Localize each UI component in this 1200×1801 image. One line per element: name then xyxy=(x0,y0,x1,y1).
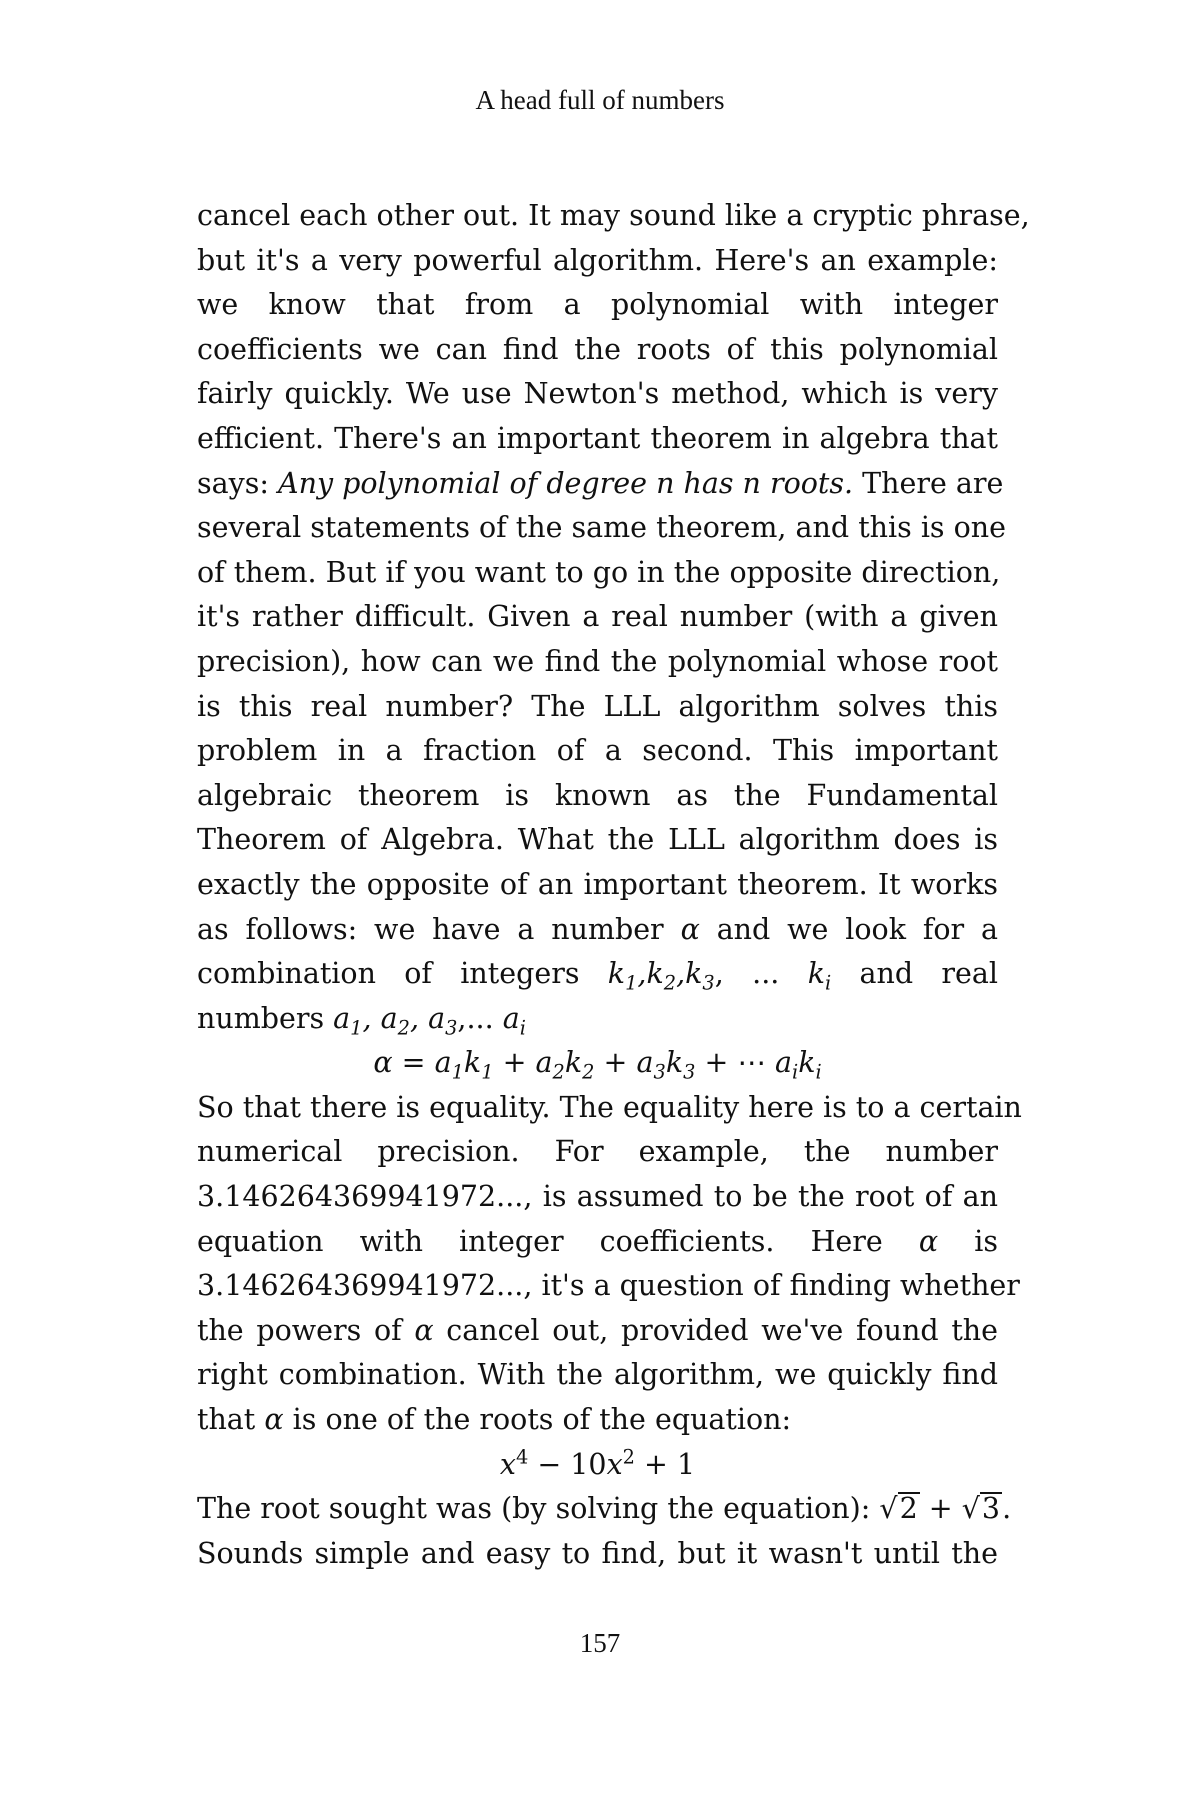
root-expression: √2 + √3. xyxy=(879,1492,1012,1526)
alpha-symbol: α xyxy=(680,912,700,946)
text-segment: says: xyxy=(197,466,269,500)
text-segment: the powers of xyxy=(197,1313,402,1347)
text-line: exactly the opposite of an important theorem. It works xyxy=(197,867,998,901)
text-line: we know that from a polynomial with integer xyxy=(197,288,998,322)
text-line xyxy=(197,462,1004,507)
text-line xyxy=(197,1220,998,1265)
text-segment: The root sought was (by solving the equation): xyxy=(197,1492,871,1526)
polynomial-equation xyxy=(197,1443,998,1488)
text-line: algebraic theorem is known as the Fundamental xyxy=(197,778,998,812)
text-line xyxy=(197,1309,998,1354)
body-text xyxy=(197,194,1030,1576)
theorem-statement: Any polynomial of degree n has n roots. xyxy=(278,466,854,500)
text-segment: and we look for a xyxy=(716,912,999,946)
text-line xyxy=(197,952,998,997)
text-line: Theorem of Algebra. What the LLL algorithm does is xyxy=(197,823,998,857)
text-segment: equation with integer coefficients. Here xyxy=(197,1224,883,1258)
text-line xyxy=(197,908,998,953)
integer-list: $k_1,k_2,k_3$, ... $k_i$ xyxy=(607,957,832,995)
alpha-symbol: α xyxy=(264,1403,284,1437)
text-line xyxy=(197,1487,1012,1532)
text-segment: that xyxy=(197,1403,256,1437)
page-number: 157 xyxy=(579,1628,621,1658)
text-segment: is one of the roots of the equation: xyxy=(292,1403,792,1437)
text-line: numerical precision. For example, the number xyxy=(197,1135,998,1169)
equation-alpha xyxy=(197,1041,998,1086)
equation-body: $\alpha = a_1k_1 + a_2k_2 + a_3k_3$ + ⋯ $a_ik_i$ xyxy=(373,1046,822,1084)
text-line: it's rather difficult. Given a real number (with a given xyxy=(197,600,998,634)
polynomial-body: $x^4 - 10x^2 + 1$ xyxy=(499,1445,696,1481)
text-line xyxy=(197,997,998,1042)
text-segment: is xyxy=(974,1224,998,1258)
text-line: fairly quickly. We use Newton's method, which is very xyxy=(197,377,998,411)
text-line: of them. But if you want to go in the opposite direction, xyxy=(197,555,1001,589)
text-line: precision), how can we find the polynomial whose root xyxy=(197,644,998,678)
text-segment: numbers xyxy=(197,1001,325,1035)
real-number-list: $a_1$, $a_2$, $a_3$,... $a_i$ xyxy=(333,1001,526,1040)
text-line: several statements of the same theorem, and this is one xyxy=(197,511,1006,545)
text-segment: combination of integers xyxy=(197,957,580,991)
text-line: 3.146264369941972..., it's a question of finding whether xyxy=(197,1269,1020,1303)
text-line: problem in a fraction of a second. This important xyxy=(197,734,998,768)
alpha-symbol: α xyxy=(918,1224,939,1258)
text-line: Sounds simple and easy to find, but it wasn't until the xyxy=(197,1536,998,1570)
alpha-symbol: α xyxy=(414,1313,434,1347)
text-line: 3.146264369941972..., is assumed to be the root of an xyxy=(197,1180,998,1214)
text-line xyxy=(197,1398,998,1443)
text-line: right combination. With the algorithm, we quickly find xyxy=(197,1358,998,1392)
text-segment: There are xyxy=(862,466,1004,500)
text-line: So that there is equality. The equality here is to a certain xyxy=(197,1090,1022,1124)
text-segment: and real xyxy=(859,957,999,991)
text-line: is this real number? The LLL algorithm solves this xyxy=(197,689,998,723)
text-line: coefficients we can find the roots of this polynomial xyxy=(197,332,998,366)
text-segment: cancel out, provided we've found the xyxy=(446,1313,998,1347)
text-line: but it's a very powerful algorithm. Here's an example: xyxy=(197,243,998,277)
text-line: cancel each other out. It may sound like a cryptic phrase, xyxy=(197,199,1030,232)
text-segment: as follows: we have a number xyxy=(197,912,664,946)
text-line: efficient. There's an important theorem in algebra that xyxy=(197,421,998,455)
running-header: A head full of numbers xyxy=(475,85,725,115)
